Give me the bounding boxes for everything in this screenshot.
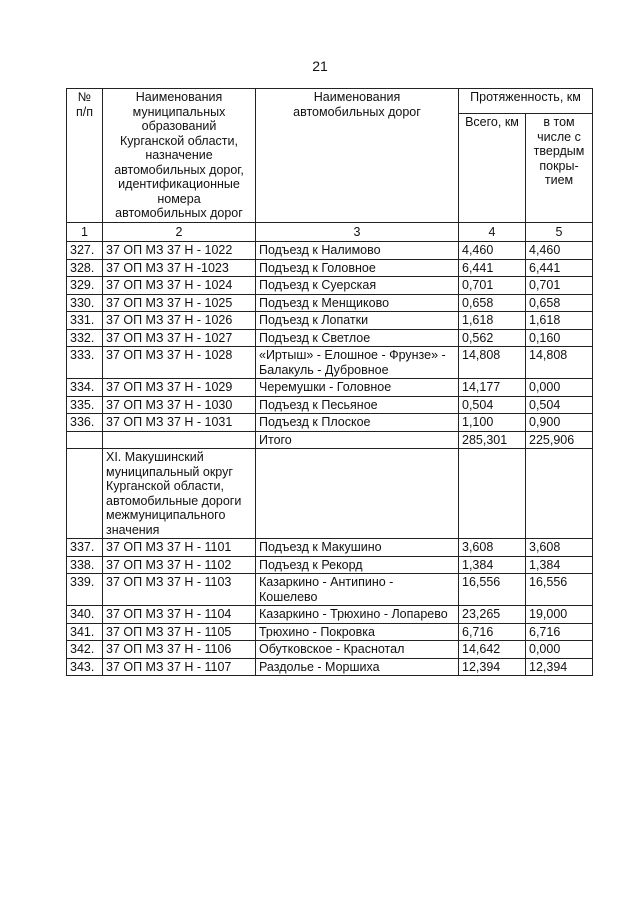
road-code: 37 ОП МЗ 37 Н - 1022 bbox=[103, 242, 256, 260]
empty-cell bbox=[103, 431, 256, 449]
road-name: Подъезд к Менщиково bbox=[256, 294, 459, 312]
road-name: Подъезд к Светлое bbox=[256, 329, 459, 347]
length-paved: 0,000 bbox=[526, 379, 593, 397]
road-code: 37 ОП МЗ 37 Н - 1104 bbox=[103, 606, 256, 624]
empty-cell bbox=[67, 431, 103, 449]
row-number: 340. bbox=[67, 606, 103, 624]
road-code: 37 ОП МЗ 37 Н - 1101 bbox=[103, 539, 256, 557]
total-label: Итого bbox=[256, 431, 459, 449]
table-row bbox=[67, 539, 593, 557]
column-index: 1 bbox=[67, 222, 103, 242]
road-name: Черемушки - Головное bbox=[256, 379, 459, 397]
length-total: 0,701 bbox=[459, 277, 526, 295]
length-total: 1,100 bbox=[459, 414, 526, 432]
table-row bbox=[67, 623, 593, 641]
header-row bbox=[67, 89, 593, 114]
table-row bbox=[67, 379, 593, 397]
length-total: 14,808 bbox=[459, 347, 526, 379]
length-paved: 0,160 bbox=[526, 329, 593, 347]
length-total: 12,394 bbox=[459, 658, 526, 676]
length-paved: 1,618 bbox=[526, 312, 593, 330]
length-total: 4,460 bbox=[459, 242, 526, 260]
column-index: 4 bbox=[459, 222, 526, 242]
section-heading: XI. Макушинский муниципальный округ Курганской области, автомобильные дороги межмуниципального значения bbox=[103, 449, 256, 539]
road-code: 37 ОП МЗ 37 Н - 1029 bbox=[103, 379, 256, 397]
row-number: 343. bbox=[67, 658, 103, 676]
table-row bbox=[67, 312, 593, 330]
road-code: 37 ОП МЗ 37 Н - 1103 bbox=[103, 574, 256, 606]
column-index: 2 bbox=[103, 222, 256, 242]
length-total: 14,177 bbox=[459, 379, 526, 397]
length-paved: 14,808 bbox=[526, 347, 593, 379]
row-number: 332. bbox=[67, 329, 103, 347]
road-name: Подъезд к Песьяное bbox=[256, 396, 459, 414]
length-paved: 6,441 bbox=[526, 259, 593, 277]
road-name: Подъезд к Лопатки bbox=[256, 312, 459, 330]
row-number: 331. bbox=[67, 312, 103, 330]
road-code: 37 ОП МЗ 37 Н - 1030 bbox=[103, 396, 256, 414]
road-name: «Иртыш» - Елошное - Фрунзе» - Балакуль - Дубровное bbox=[256, 347, 459, 379]
column-index: 3 bbox=[256, 222, 459, 242]
column-index-row bbox=[67, 222, 593, 242]
road-code: 37 ОП МЗ 37 Н - 1031 bbox=[103, 414, 256, 432]
length-total: 6,716 bbox=[459, 623, 526, 641]
road-name: Подъезд к Суерская bbox=[256, 277, 459, 295]
table-row bbox=[67, 574, 593, 606]
table-row bbox=[67, 277, 593, 295]
length-paved: 16,556 bbox=[526, 574, 593, 606]
row-number: 341. bbox=[67, 623, 103, 641]
row-number: 327. bbox=[67, 242, 103, 260]
table-row bbox=[67, 641, 593, 659]
table-row bbox=[67, 242, 593, 260]
roads-table bbox=[66, 88, 593, 676]
row-number: 338. bbox=[67, 556, 103, 574]
table-row bbox=[67, 259, 593, 277]
length-paved: 0,504 bbox=[526, 396, 593, 414]
table-row bbox=[67, 294, 593, 312]
table-row bbox=[67, 658, 593, 676]
length-total: 14,642 bbox=[459, 641, 526, 659]
road-code: 37 ОП МЗ 37 Н - 1102 bbox=[103, 556, 256, 574]
page-number: 21 bbox=[312, 58, 328, 74]
length-paved: 19,000 bbox=[526, 606, 593, 624]
road-code: 37 ОП МЗ 37 Н - 1028 bbox=[103, 347, 256, 379]
road-name: Казаркино - Антипино - Кошелево bbox=[256, 574, 459, 606]
length-paved: 0,000 bbox=[526, 641, 593, 659]
row-number: 342. bbox=[67, 641, 103, 659]
length-paved: 0,658 bbox=[526, 294, 593, 312]
length-total: 16,556 bbox=[459, 574, 526, 606]
road-code: 37 ОП МЗ 37 Н - 1027 bbox=[103, 329, 256, 347]
row-number: 339. bbox=[67, 574, 103, 606]
total-paved: 225,906 bbox=[526, 431, 593, 449]
header-number: № п/п bbox=[67, 89, 103, 223]
header-total: Всего, км bbox=[459, 114, 526, 222]
road-code: 37 ОП МЗ 37 Н - 1025 bbox=[103, 294, 256, 312]
road-code: 37 ОП МЗ 37 Н - 1026 bbox=[103, 312, 256, 330]
length-paved: 12,394 bbox=[526, 658, 593, 676]
header-municipality: Наименования муниципальных образований Курганской области, назначение автомобильных дорог, идентификационные номера автомобильных дорог bbox=[103, 89, 256, 223]
length-paved: 4,460 bbox=[526, 242, 593, 260]
header-paved: в том числе с твердым покры- тием bbox=[526, 114, 593, 222]
row-number: 328. bbox=[67, 259, 103, 277]
road-name: Подъезд к Плоское bbox=[256, 414, 459, 432]
total-row bbox=[67, 431, 593, 449]
length-total: 6,441 bbox=[459, 259, 526, 277]
road-name: Раздолье - Моршиха bbox=[256, 658, 459, 676]
road-name: Подъезд к Рекорд bbox=[256, 556, 459, 574]
empty-cell bbox=[526, 449, 593, 539]
length-total: 1,618 bbox=[459, 312, 526, 330]
row-number: 329. bbox=[67, 277, 103, 295]
column-index: 5 bbox=[526, 222, 593, 242]
length-paved: 6,716 bbox=[526, 623, 593, 641]
road-name: Обутковское - Краснотал bbox=[256, 641, 459, 659]
empty-cell bbox=[256, 449, 459, 539]
row-number: 334. bbox=[67, 379, 103, 397]
road-name: Подъезд к Налимово bbox=[256, 242, 459, 260]
table-row bbox=[67, 396, 593, 414]
road-name: Подъезд к Макушино bbox=[256, 539, 459, 557]
row-number: 333. bbox=[67, 347, 103, 379]
road-code: 37 ОП МЗ 37 Н - 1105 bbox=[103, 623, 256, 641]
length-total: 0,658 bbox=[459, 294, 526, 312]
road-code: 37 ОП МЗ 37 Н -1023 bbox=[103, 259, 256, 277]
table-row bbox=[67, 606, 593, 624]
road-name: Казаркино - Трюхино - Лопарево bbox=[256, 606, 459, 624]
length-total: 0,562 bbox=[459, 329, 526, 347]
total-length: 285,301 bbox=[459, 431, 526, 449]
table-row bbox=[67, 347, 593, 379]
header-road-name: Наименования автомобильных дорог bbox=[256, 89, 459, 223]
length-paved: 0,900 bbox=[526, 414, 593, 432]
road-name: Трюхино - Покровка bbox=[256, 623, 459, 641]
empty-cell bbox=[67, 449, 103, 539]
length-total: 1,384 bbox=[459, 556, 526, 574]
table-row bbox=[67, 556, 593, 574]
length-paved: 1,384 bbox=[526, 556, 593, 574]
row-number: 335. bbox=[67, 396, 103, 414]
length-paved: 3,608 bbox=[526, 539, 593, 557]
table-row bbox=[67, 329, 593, 347]
empty-cell bbox=[459, 449, 526, 539]
road-code: 37 ОП МЗ 37 Н - 1106 bbox=[103, 641, 256, 659]
section-row bbox=[67, 449, 593, 539]
header-length: Протяженность, км bbox=[459, 89, 593, 114]
row-number: 337. bbox=[67, 539, 103, 557]
row-number: 330. bbox=[67, 294, 103, 312]
road-name: Подъезд к Головное bbox=[256, 259, 459, 277]
road-code: 37 ОП МЗ 37 Н - 1107 bbox=[103, 658, 256, 676]
length-total: 23,265 bbox=[459, 606, 526, 624]
table-row bbox=[67, 414, 593, 432]
row-number: 336. bbox=[67, 414, 103, 432]
length-total: 0,504 bbox=[459, 396, 526, 414]
length-paved: 0,701 bbox=[526, 277, 593, 295]
road-code: 37 ОП МЗ 37 Н - 1024 bbox=[103, 277, 256, 295]
length-total: 3,608 bbox=[459, 539, 526, 557]
